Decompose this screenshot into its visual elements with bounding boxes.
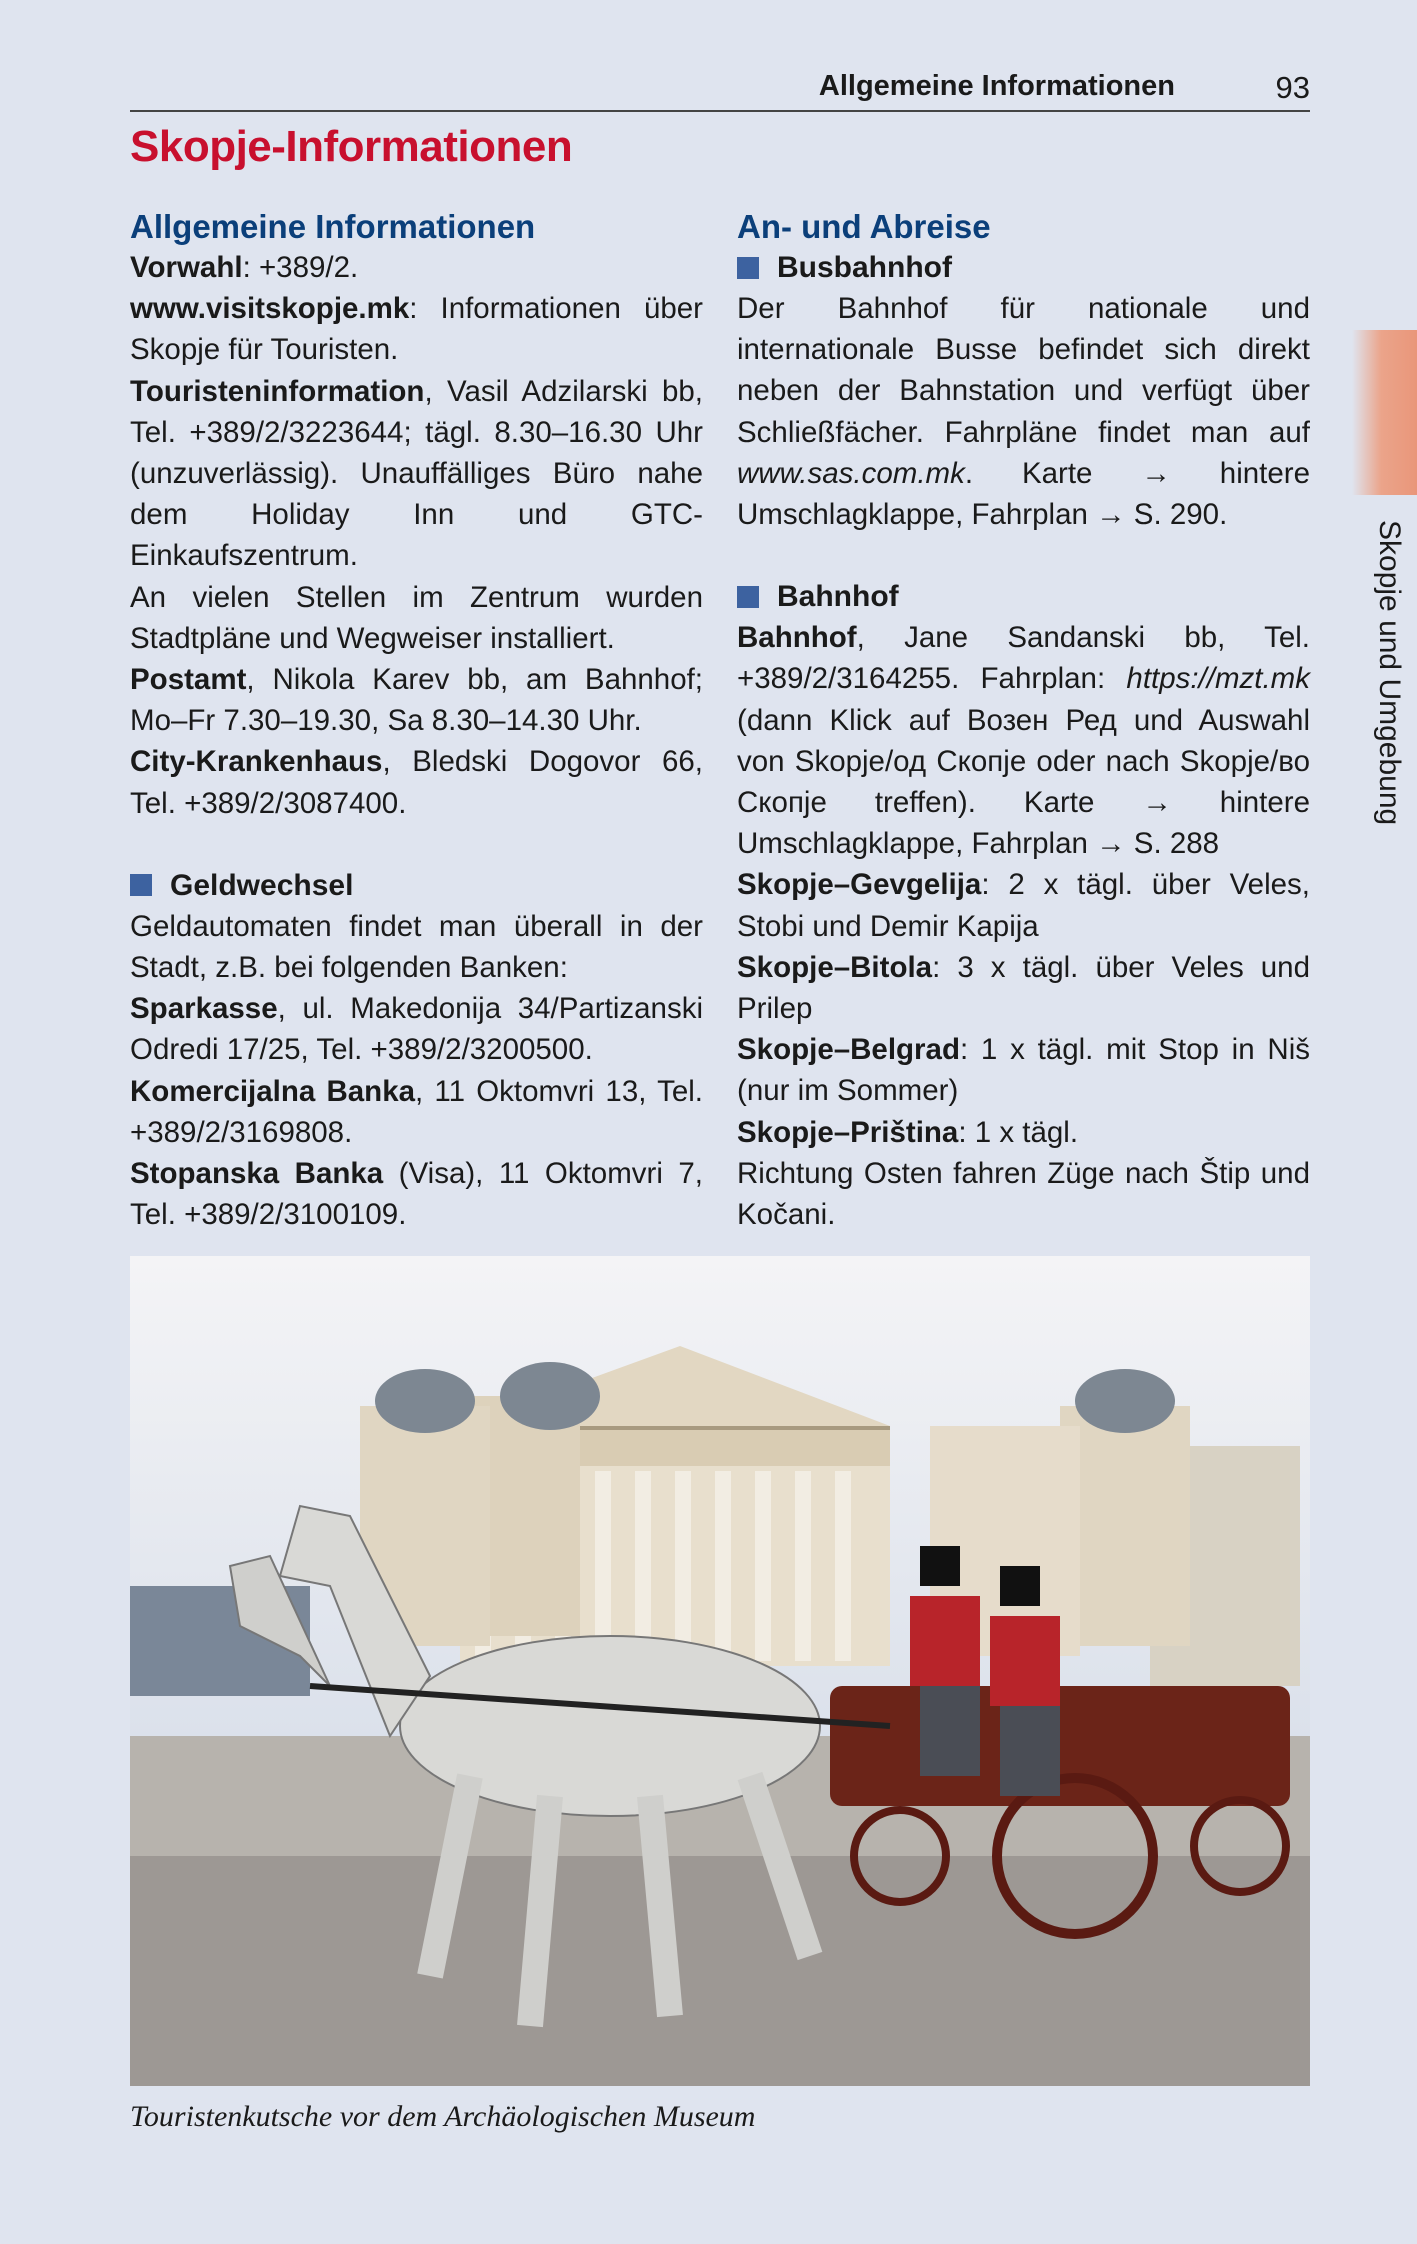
mzt-link[interactable]: https://mzt.mk — [1126, 662, 1310, 696]
heading-geldwechsel: Geldwechsel — [130, 865, 703, 906]
right-column — [737, 206, 1310, 1235]
running-header — [130, 66, 1310, 112]
heading-allgemeine: Allgemeine Informationen — [130, 208, 536, 245]
heading-anreise: An- und Abreise — [737, 208, 991, 245]
running-header-section: Allgemeine Informationen — [818, 70, 1175, 102]
komercijalna: Komercijalna Banka, 11 Oktomvri 13, Tel. +389/2/3169808. — [130, 1074, 703, 1149]
stopanska: Stopanska Banka (Visa), 11 Oktomvri 7, Tel. +389/2/3100109. — [130, 1157, 703, 1232]
route-pristina: Skopje–Priština: 1 x tägl. — [737, 1115, 1079, 1149]
bullet-square-icon — [737, 257, 759, 279]
bahnhof-text: Bahnhof, Jane Sandanski bb, Tel. +389/2/3164255. Fahrplan: https://mzt.mk (dann Klick auf Возен Ред und Auswahl von Skopje/од Скопје oder nach Skopje/во Скопје treffen). Karte → hintere Umschlagklappe, Fahrplan → S. 288 — [737, 621, 1310, 861]
route-belgrad: Skopje–Belgrad: 1 x tägl. mit Stop in Niš (nur im Sommer) — [737, 1033, 1310, 1108]
route-bitola: Skopje–Bitola: 3 x tägl. über Veles und Prilep — [737, 950, 1310, 1026]
krankenhaus: City-Krankenhaus, Bledski Dogovor 66, Tel. +389/2/3087400. — [130, 745, 703, 820]
carriage-photo — [130, 1256, 1310, 2086]
vorwahl: Vorwahl: +389/2. — [130, 251, 359, 284]
photo-caption: Touristenkutsche vor dem Archäologischen Museum — [130, 2100, 756, 2133]
bus-text: Der Bahnhof für nationale und internationale Busse befindet sich direkt neben der Bahnstation und verfügt über Schließfächer. Fahrpläne findet man auf www.sas.com.mk. Karte → hintere Umschlagklappe, Fahrplan → S. 290. — [737, 292, 1310, 532]
bullet-square-icon — [130, 874, 152, 896]
geld-text: Geldautomaten findet man überall in der Stadt, z.B. bei folgenden Banken: — [130, 909, 703, 985]
bus-link[interactable]: www.sas.com.mk — [737, 456, 965, 490]
website: www.visitskopje.mk: Informationen über Skopje für Touristen. — [130, 292, 703, 367]
route-gevgelija: Skopje–Gevgelija: 2 x tägl. über Veles, Stobi und Demir Kapija — [737, 868, 1310, 943]
left-column — [130, 206, 703, 1235]
east-text: Richtung Osten fahren Züge nach Štip und Kočani. — [737, 1156, 1310, 1232]
chapter-label: Skopje und Umgebung — [1373, 520, 1406, 826]
heading-bahnhof: Bahnhof — [737, 576, 1310, 617]
touristeninfo: Touristeninformation, Vasil Adzilarski bb, Tel. +389/2/3223644; tägl. 8.30–16.30 Uhr (unzuverlässig). Unauffälliges Büro nahe dem Holiday Inn und GTC-Einkaufszentrum. — [130, 374, 703, 573]
page-title: Skopje-Informationen — [130, 122, 573, 171]
sparkasse: Sparkasse, ul. Makedonija 34/Partizanski Odredi 17/25, Tel. +389/2/3200500. — [130, 992, 703, 1067]
postamt: Postamt, Nikola Karev bb, am Bahnhof; Mo–Fr 7.30–19.30, Sa 8.30–14.30 Uhr. — [130, 663, 703, 738]
bullet-square-icon — [737, 586, 759, 608]
chapter-tab — [1352, 330, 1417, 495]
heading-busbahnhof: Busbahnhof — [737, 247, 1310, 288]
page-number: 93 — [1275, 70, 1310, 105]
stadtplaene: An vielen Stellen im Zentrum wurden Stadtpläne und Wegweiser installiert. — [130, 580, 703, 655]
